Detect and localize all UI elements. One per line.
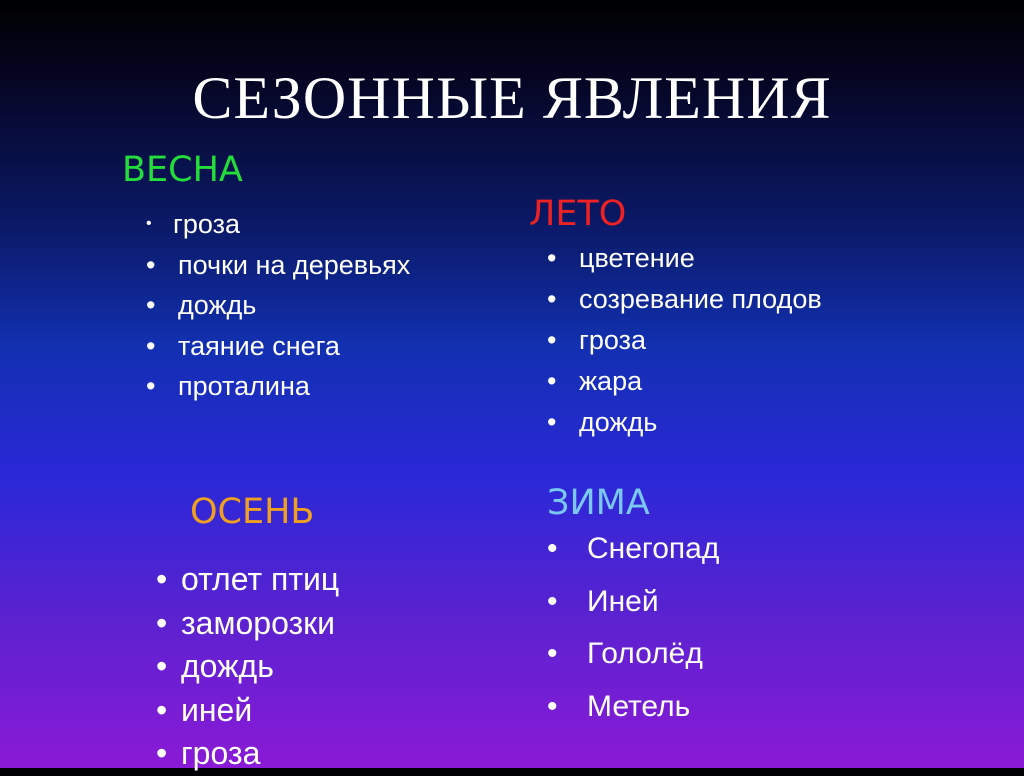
list-item: [156, 602, 339, 646]
page-title: СЕЗОННЫЕ ЯВЛЕНИЯ: [192, 65, 832, 131]
list-item: [547, 279, 822, 320]
list-item-label: заморозки: [181, 604, 336, 641]
list-item: [547, 580, 719, 633]
bullet-icon: •: [547, 325, 557, 355]
list-item: [156, 645, 339, 689]
autumn-heading: ОСЕНЬ: [190, 492, 315, 532]
list-item-label: иней: [181, 691, 253, 728]
list-item: [547, 527, 719, 580]
list-item-label: Метель: [587, 689, 691, 723]
list-item-label: Гололёд: [587, 637, 703, 670]
list-item-label: цветение: [579, 243, 695, 273]
list-item-label: гроза: [181, 735, 261, 771]
bullet-icon: •: [547, 584, 558, 618]
list-item: [547, 238, 822, 279]
bullet-icon: •: [146, 371, 156, 401]
summer-list: [547, 238, 822, 443]
bullet-icon: •: [547, 407, 557, 437]
list-item-label: дождь: [579, 407, 658, 437]
list-item-label: Снегопад: [587, 532, 720, 565]
bullet-icon: •: [146, 249, 156, 280]
bullet-icon: •: [156, 735, 168, 771]
list-item: [547, 361, 822, 402]
list-item-label: проталина: [178, 371, 310, 401]
list-item: [156, 689, 339, 733]
winter-heading: ЗИМА: [547, 483, 650, 523]
bullet-icon: •: [146, 215, 152, 232]
bullet-icon: •: [146, 290, 156, 320]
list-item: [547, 632, 719, 685]
list-item-label: гроза: [579, 325, 646, 355]
spring-list: [146, 204, 410, 407]
list-item-label: дождь: [178, 290, 257, 320]
bullet-icon: •: [156, 561, 168, 597]
bullet-icon: •: [156, 648, 168, 684]
list-item: [547, 402, 822, 443]
list-item: [146, 366, 410, 407]
list-item: [146, 326, 410, 367]
list-item-label: дождь: [181, 648, 274, 684]
bullet-icon: •: [547, 284, 557, 314]
list-item-label: гроза: [173, 209, 240, 239]
list-item-label: почки на деревьях: [178, 249, 411, 280]
list-item: [547, 685, 719, 738]
list-item-label: таяние снега: [178, 330, 340, 361]
autumn-list: [156, 558, 339, 776]
bullet-icon: •: [146, 330, 156, 361]
list-item-label: созревание плодов: [579, 284, 822, 314]
spring-heading: ВЕСНА: [122, 150, 243, 190]
list-item: [146, 245, 410, 286]
list-item-label: жара: [579, 366, 643, 396]
bullet-icon: •: [547, 366, 557, 396]
list-item: [146, 204, 410, 245]
list-item: [156, 558, 339, 602]
list-item: [547, 320, 822, 361]
bullet-icon: •: [547, 689, 558, 723]
list-item: [146, 285, 410, 326]
list-item: [156, 732, 339, 776]
bullet-icon: •: [547, 637, 558, 670]
bullet-icon: •: [547, 243, 557, 273]
bullet-icon: •: [156, 604, 168, 641]
bullet-icon: •: [156, 691, 168, 728]
summer-heading: ЛЕТО: [529, 194, 627, 234]
list-item-label: отлет птиц: [181, 561, 340, 597]
bullet-icon: •: [547, 532, 558, 565]
list-item-label: Иней: [587, 584, 659, 618]
winter-list: [547, 527, 719, 737]
